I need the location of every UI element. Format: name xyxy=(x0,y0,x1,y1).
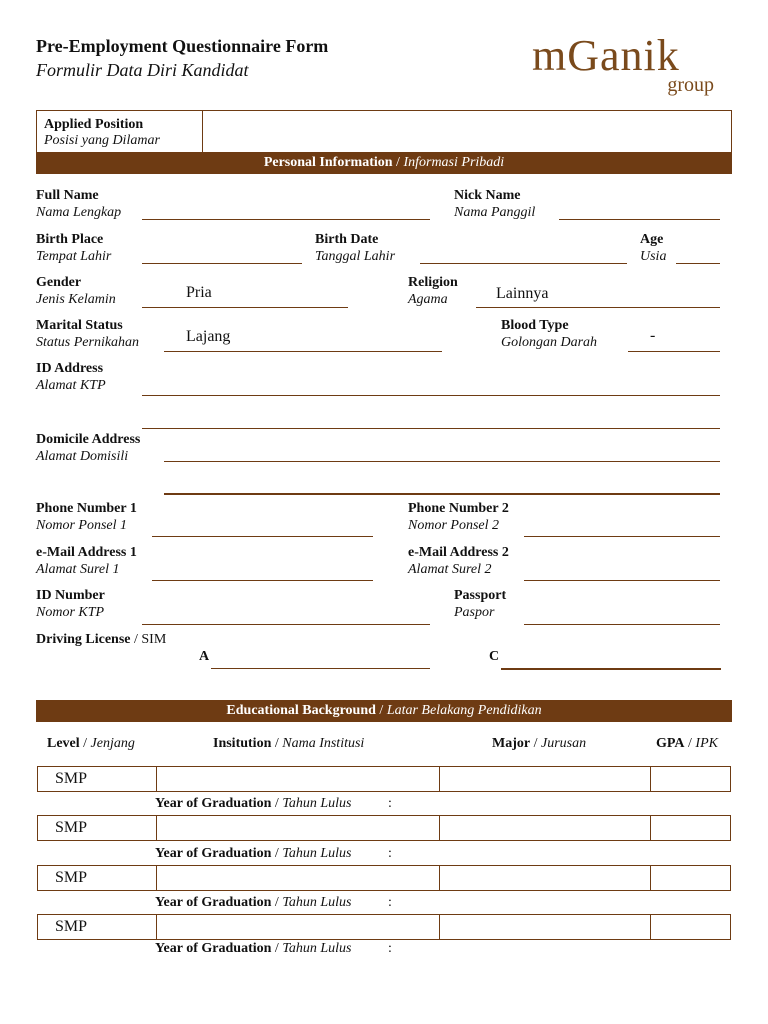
license-c-field[interactable] xyxy=(501,668,721,670)
edu-institution-cell[interactable] xyxy=(157,866,440,890)
email1-label-id: Alamat Surel 1 xyxy=(36,562,120,577)
marital-status-field xyxy=(164,351,442,352)
edu-gpa-cell[interactable] xyxy=(651,816,730,840)
birth-place-label-id: Tempat Lahir xyxy=(36,249,112,264)
birth-place-label: Birth Place xyxy=(36,232,104,247)
id-address-field-line2[interactable] xyxy=(142,428,720,429)
edu-level-value: SMP xyxy=(55,918,88,935)
personal-information-header xyxy=(36,152,732,174)
edu-header-institution-id: Nama Institusi xyxy=(282,736,365,751)
edu-header-level-en: Level xyxy=(47,736,80,751)
marital-status-label-id: Status Pernikahan xyxy=(36,335,140,350)
graduation-year-label-id: Tahun Lulus xyxy=(282,941,352,956)
birth-date-label: Birth Date xyxy=(315,232,379,247)
driving-license-label xyxy=(36,632,166,648)
edu-major-cell[interactable] xyxy=(440,767,651,791)
phone2-label: Phone Number 2 xyxy=(408,501,509,516)
graduation-year-label-id: Tahun Lulus xyxy=(282,796,352,811)
birth-date-label-id: Tanggal Lahir xyxy=(315,249,396,264)
religion-label: Religion xyxy=(408,275,458,290)
form-title: Pre-Employment Questionnaire Form xyxy=(36,36,329,56)
edu-header-major-en: Major xyxy=(492,736,531,751)
graduation-year-label-id: Tahun Lulus xyxy=(282,895,352,910)
driving-license-sep: / xyxy=(130,632,142,647)
company-logo xyxy=(532,30,722,100)
graduation-year-label xyxy=(155,846,351,862)
edu-header-institution xyxy=(213,736,364,752)
age-field[interactable] xyxy=(676,263,720,264)
id-number-label: ID Number xyxy=(36,588,105,603)
blood-type-label: Blood Type xyxy=(501,318,569,333)
full-name-label-id: Nama Lengkap xyxy=(36,205,122,220)
id-address-label-id: Alamat KTP xyxy=(36,378,106,393)
domicile-address-label: Domicile Address xyxy=(36,432,141,447)
graduation-year-label-en: Year of Graduation xyxy=(155,941,272,956)
edu-level-value: SMP xyxy=(55,819,88,836)
edu-header-gpa xyxy=(656,736,718,752)
education-row xyxy=(37,865,731,891)
full-name-field[interactable] xyxy=(142,219,430,220)
educational-background-header xyxy=(36,700,732,722)
logo-sub-text: group xyxy=(667,74,714,96)
edu-header-level-id: Jenjang xyxy=(90,736,135,751)
education-row xyxy=(37,914,731,940)
email2-label-id: Alamat Surel 2 xyxy=(408,562,492,577)
edu-header-gpa-en: GPA xyxy=(656,736,685,751)
full-name-label: Full Name xyxy=(36,188,99,203)
graduation-year-sep: / xyxy=(271,941,283,956)
edu-header-major-id: Jurusan xyxy=(540,736,587,751)
edu-level-cell xyxy=(38,767,157,791)
graduation-year-colon: : xyxy=(388,941,392,956)
edu-major-cell[interactable] xyxy=(440,816,651,840)
license-a-field[interactable] xyxy=(211,668,430,669)
edu-level-value: SMP xyxy=(55,869,88,886)
email2-label: e-Mail Address 2 xyxy=(408,545,509,560)
educational-background-title: Educational Background xyxy=(226,703,376,718)
domicile-address-field-line1[interactable] xyxy=(164,461,720,462)
edu-header-major-sep: / xyxy=(530,736,541,751)
applied-position-label-id: Posisi yang Dilamar xyxy=(44,133,160,148)
graduation-year-label xyxy=(155,796,351,812)
edu-header-level xyxy=(47,736,135,752)
graduation-year-sep: / xyxy=(271,895,283,910)
passport-label-id: Paspor xyxy=(454,605,495,620)
age-label-id: Usia xyxy=(640,249,667,264)
email1-label: e-Mail Address 1 xyxy=(36,545,137,560)
edu-level-cell xyxy=(38,915,157,939)
personal-information-title: Personal Information xyxy=(263,155,393,170)
email2-field[interactable] xyxy=(524,580,720,581)
gender-value[interactable]: Pria xyxy=(186,284,212,301)
edu-level-cell xyxy=(38,866,157,890)
marital-status-value[interactable]: Lajang xyxy=(186,328,231,345)
birth-date-field[interactable] xyxy=(420,263,627,264)
graduation-year-label-en: Year of Graduation xyxy=(155,846,272,861)
education-row xyxy=(37,766,731,792)
phone1-label: Phone Number 1 xyxy=(36,501,137,516)
nick-name-field[interactable] xyxy=(559,219,720,220)
educational-background-title-id: Latar Belakang Pendidikan xyxy=(386,703,542,718)
logo-main-text: mGanik xyxy=(532,31,680,80)
personal-information-title-id: Informasi Pribadi xyxy=(403,155,505,170)
edu-header-major xyxy=(492,736,586,752)
edu-gpa-cell[interactable] xyxy=(651,767,730,791)
religion-label-id: Agama xyxy=(408,292,448,307)
license-a-label: A xyxy=(199,649,210,664)
graduation-year-label-en: Year of Graduation xyxy=(155,895,272,910)
personal-information-sep: / xyxy=(392,155,404,170)
driving-license-label-en: Driving License xyxy=(36,632,131,647)
domicile-address-label-id: Alamat Domisili xyxy=(36,449,129,464)
nick-name-label: Nick Name xyxy=(454,188,521,203)
graduation-year-colon: : xyxy=(388,846,392,861)
nick-name-label-id: Nama Panggil xyxy=(454,205,536,220)
id-address-field-line1[interactable] xyxy=(142,395,720,396)
age-label: Age xyxy=(640,232,664,247)
applied-position-box xyxy=(36,110,732,154)
religion-value[interactable]: Lainnya xyxy=(496,285,549,302)
passport-label: Passport xyxy=(454,588,507,603)
domicile-address-field-line2[interactable] xyxy=(164,493,720,495)
graduation-year-sep: / xyxy=(271,846,283,861)
edu-header-institution-en: Insitution xyxy=(213,736,272,751)
driving-license-label-id: SIM xyxy=(141,632,167,647)
edu-gpa-cell[interactable] xyxy=(651,866,730,890)
gender-field xyxy=(142,307,348,308)
education-row xyxy=(37,815,731,841)
edu-major-cell[interactable] xyxy=(440,866,651,890)
applied-position-input[interactable] xyxy=(203,111,731,153)
birth-place-field[interactable] xyxy=(142,263,302,264)
graduation-year-label-id: Tahun Lulus xyxy=(282,846,352,861)
edu-institution-cell[interactable] xyxy=(157,915,440,939)
religion-field xyxy=(476,307,720,308)
graduation-year-colon: : xyxy=(388,796,392,811)
graduation-year-label xyxy=(155,895,351,911)
license-c-label: C xyxy=(489,649,500,664)
phone2-field[interactable] xyxy=(524,536,720,537)
applied-position-label: Applied Position xyxy=(44,117,144,132)
edu-gpa-cell[interactable] xyxy=(651,915,730,939)
form-subtitle: Formulir Data Diri Kandidat xyxy=(36,60,249,80)
edu-header-gpa-sep: / xyxy=(684,736,696,751)
edu-header-gpa-id: IPK xyxy=(695,736,718,751)
email1-field[interactable] xyxy=(152,580,373,581)
blood-type-value[interactable]: - xyxy=(650,327,656,344)
educational-background-sep: / xyxy=(375,703,387,718)
marital-status-label: Marital Status xyxy=(36,318,123,333)
gender-label-id: Jenis Kelamin xyxy=(36,292,116,307)
gender-label: Gender xyxy=(36,275,82,290)
phone1-field[interactable] xyxy=(152,536,373,537)
edu-institution-cell[interactable] xyxy=(157,767,440,791)
id-address-label: ID Address xyxy=(36,361,104,376)
phone1-label-id: Nomor Ponsel 1 xyxy=(36,518,127,533)
edu-level-value: SMP xyxy=(55,770,88,787)
blood-type-label-id: Golongan Darah xyxy=(501,335,598,350)
phone2-label-id: Nomor Ponsel 2 xyxy=(408,518,499,533)
edu-level-cell xyxy=(38,816,157,840)
graduation-year-colon: : xyxy=(388,895,392,910)
passport-field[interactable] xyxy=(524,624,720,625)
edu-header-institution-sep: / xyxy=(271,736,283,751)
edu-institution-cell[interactable] xyxy=(157,816,440,840)
graduation-year-label xyxy=(155,941,351,957)
graduation-year-sep: / xyxy=(271,796,283,811)
graduation-year-label-en: Year of Graduation xyxy=(155,796,272,811)
id-number-field[interactable] xyxy=(142,624,430,625)
blood-type-field xyxy=(628,351,720,352)
edu-header-level-sep: / xyxy=(79,736,91,751)
id-number-label-id: Nomor KTP xyxy=(36,605,105,620)
edu-major-cell[interactable] xyxy=(440,915,651,939)
